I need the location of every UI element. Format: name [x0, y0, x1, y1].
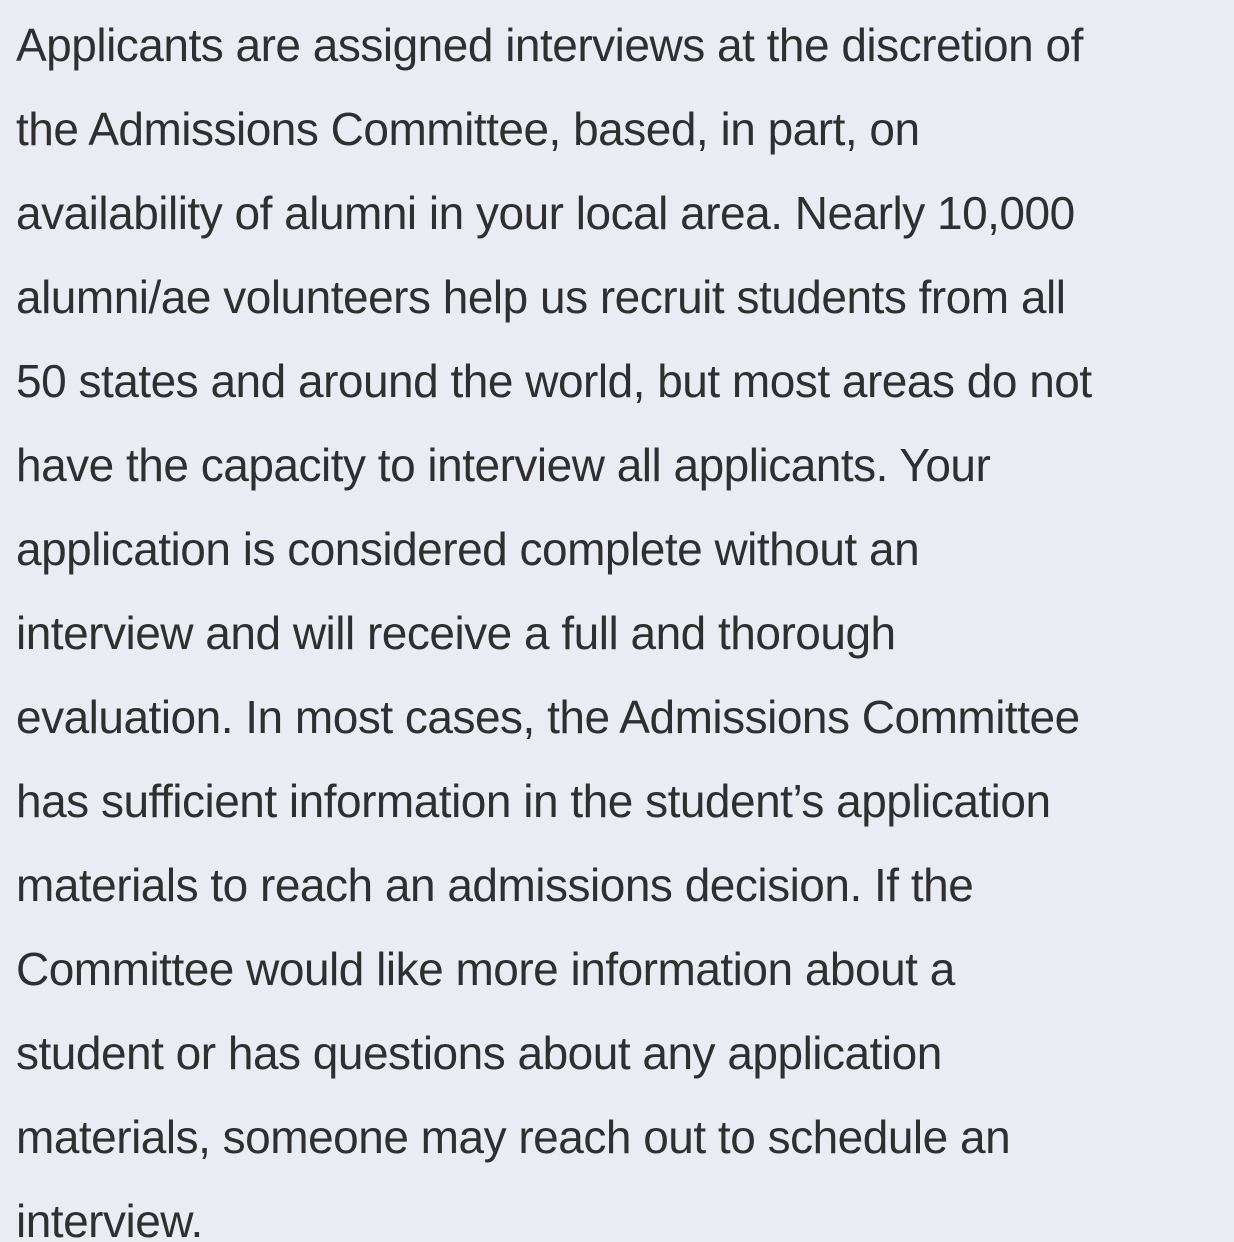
- paragraph-line: student or has questions about any application: [16, 1027, 942, 1079]
- paragraph-line: have the capacity to interview all applicants. Your: [16, 439, 991, 491]
- paragraph-line: interview and will receive a full and thorough: [16, 607, 896, 659]
- paragraph-line: materials to reach an admissions decision. If the: [16, 859, 974, 911]
- paragraph-line: Applicants are assigned interviews at the discretion of: [16, 19, 1083, 71]
- paragraph-line: evaluation. In most cases, the Admissions Committee: [16, 691, 1080, 743]
- paragraph-line: application is considered complete without an: [16, 523, 920, 575]
- paragraph-line: alumni/ae volunteers help us recruit students from all: [16, 271, 1066, 323]
- paragraph-line: Committee would like more information about a: [16, 943, 955, 995]
- paragraph-line: the Admissions Committee, based, in part, on: [16, 103, 920, 155]
- paragraph-line: interview.: [16, 1195, 203, 1242]
- paragraph-line: has sufficient information in the student’s application: [16, 775, 1051, 827]
- paragraph-line: availability of alumni in your local area. Nearly 10,000: [16, 187, 1075, 239]
- paragraph-line: 50 states and around the world, but most areas do not: [16, 355, 1092, 407]
- paragraph-line: materials, someone may reach out to schedule an: [16, 1111, 1011, 1163]
